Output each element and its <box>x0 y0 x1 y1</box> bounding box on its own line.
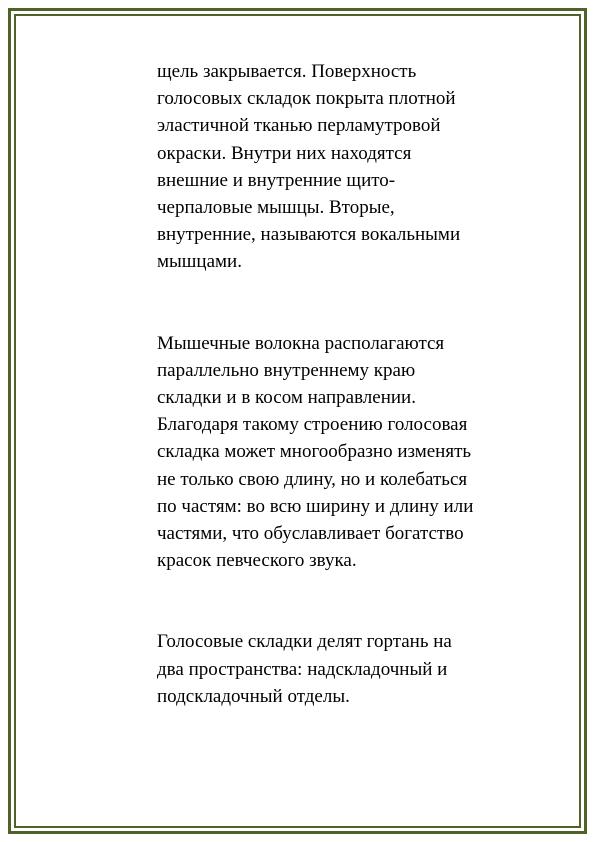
paragraph-1 <box>157 58 517 276</box>
text-line: окраски. Внутри них находятся <box>157 142 412 164</box>
text-line: параллельно внутреннему краю <box>157 359 416 381</box>
text-line: внешние и внутренние щито- <box>157 169 396 191</box>
paragraph-spacer <box>157 276 517 330</box>
paragraph-spacer <box>157 574 517 628</box>
text-line: внутренние, называются вокальными <box>157 224 461 246</box>
paragraph-2 <box>157 330 517 575</box>
text-line: по частям: во всю ширину и длину или <box>157 495 474 517</box>
text-line: подскладочный отделы. <box>157 685 350 707</box>
paragraph-3 <box>157 628 517 710</box>
text-line: складка может многообразно изменять <box>157 441 472 463</box>
text-line: черпаловые мышцы. Вторые, <box>157 197 395 219</box>
text-line: щель закрывается. Поверхность <box>157 61 417 82</box>
document-body <box>157 58 517 710</box>
text-line: частями, что обуславливает богатство <box>157 523 464 545</box>
text-line: Мышечные волокна располагаются <box>157 332 445 354</box>
text-line: голосовых складок покрыта плотной <box>157 88 456 110</box>
text-line: не только свою длину, но и колебаться <box>157 468 468 490</box>
text-line: складки и в косом направлении. <box>157 387 416 409</box>
text-line: красок певческого звука. <box>157 550 357 572</box>
text-line: Благодаря такому строению голосовая <box>157 414 468 436</box>
text-line: Голосовые складки делят гортань на <box>157 631 452 653</box>
text-line: эластичной тканью перламутровой <box>157 115 441 137</box>
text-line: мышцами. <box>157 251 242 273</box>
text-line: два пространства: надскладочный и <box>157 658 448 680</box>
